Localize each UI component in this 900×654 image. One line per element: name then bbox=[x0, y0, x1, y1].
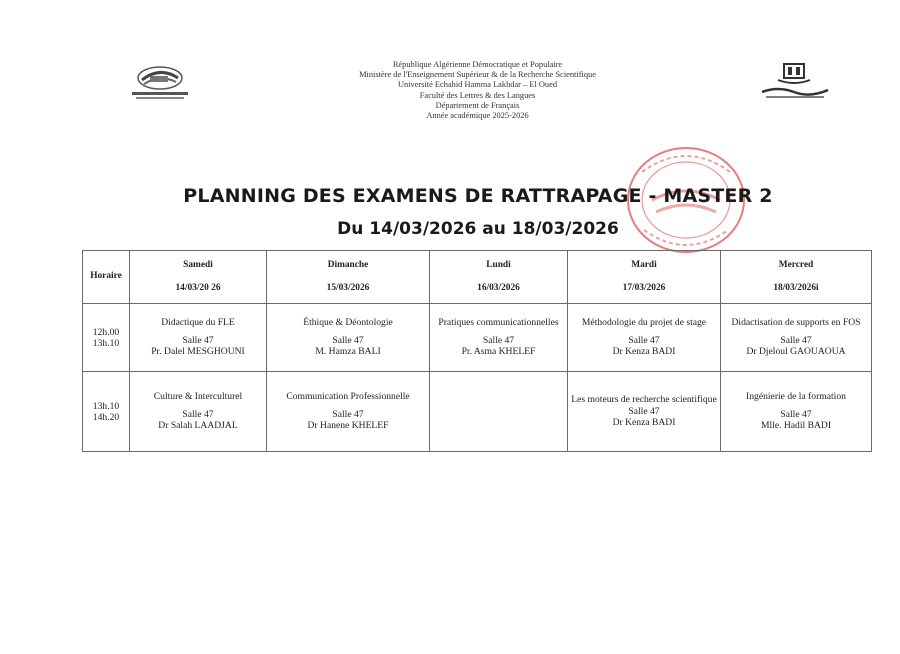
day-header bbox=[721, 251, 872, 304]
exam-cell bbox=[267, 304, 430, 372]
day-name: Lundi bbox=[486, 260, 511, 270]
teacher-name: M. Hamza BALI bbox=[315, 346, 381, 358]
course-name: Éthique & Déontologie bbox=[303, 317, 393, 329]
page-subtitle: Du 14/03/2026 au 18/03/2026 bbox=[337, 219, 619, 239]
day-header bbox=[130, 251, 267, 304]
header-line: Université Echahid Hamma Lakhdar – El Oued bbox=[397, 80, 558, 90]
time-slot: 12h.00 13h.10 bbox=[83, 304, 130, 372]
day-date: 15/03/2026 bbox=[326, 282, 370, 293]
exam-cell bbox=[721, 372, 872, 452]
teacher-name: Dr Djeloul GAOUAOUA bbox=[746, 346, 846, 358]
course-name: Méthodologie du projet de stage bbox=[581, 317, 707, 329]
exam-cell bbox=[130, 372, 267, 452]
table-row bbox=[83, 304, 872, 372]
day-date: 17/03/2026 bbox=[622, 282, 666, 293]
exam-cell-empty bbox=[430, 372, 568, 452]
exam-cell bbox=[568, 304, 721, 372]
course-name: Ingénierie de la formation bbox=[746, 391, 846, 403]
table-header-row bbox=[83, 251, 872, 304]
horaire-header: Horaire bbox=[83, 251, 130, 304]
header-line: Année académique 2025-2026 bbox=[426, 111, 529, 121]
room-label: Salle 47 bbox=[628, 334, 660, 346]
course-name: Didactique du FLE bbox=[161, 317, 235, 329]
university-logo-icon bbox=[126, 62, 190, 102]
day-date: 18/03/2026i bbox=[773, 282, 819, 293]
teacher-name: Mlle. Hadil BADI bbox=[760, 420, 832, 432]
teacher-name: Dr Hanene KHELEF bbox=[307, 420, 389, 432]
room-label: Salle 47 bbox=[780, 408, 812, 420]
exam-cell bbox=[267, 372, 430, 452]
day-name: Samedi bbox=[183, 260, 213, 270]
header-line: Ministère de l'Enseignement Supérieur & de la Recherche Scientifique bbox=[359, 70, 596, 80]
room-label: Salle 47 bbox=[332, 334, 364, 346]
room-label: Salle 47 bbox=[780, 334, 812, 346]
course-name: Communication Professionnelle bbox=[286, 391, 410, 403]
table-row bbox=[83, 372, 872, 452]
teacher-name: Pr. Dalel MESGHOUNI bbox=[151, 346, 245, 358]
teacher-name: Dr Salah LAADJAL bbox=[158, 420, 238, 432]
room-label: Salle 47 bbox=[628, 405, 660, 417]
header-line: République Algérienne Démocratique et Populaire bbox=[392, 60, 563, 69]
room-label: Salle 47 bbox=[182, 334, 214, 346]
page-title: PLANNING DES EXAMENS DE RATTRAPAGE - MASTER 2 bbox=[183, 185, 773, 207]
room-label: Salle 47 bbox=[182, 408, 214, 420]
course-name: Culture & Interculturel bbox=[153, 391, 243, 403]
time-slot: 13h.10 14h.20 bbox=[83, 372, 130, 452]
exam-cell bbox=[430, 304, 568, 372]
day-header bbox=[568, 251, 721, 304]
exam-schedule-table bbox=[82, 250, 872, 452]
header-line: Département de Français bbox=[435, 100, 520, 110]
day-header bbox=[430, 251, 568, 304]
exam-cell bbox=[568, 372, 721, 452]
room-label: Salle 47 bbox=[482, 334, 515, 346]
room-label: Salle 47 bbox=[332, 408, 364, 420]
course-name: Les moteurs de recherche scientifique bbox=[571, 394, 717, 406]
faculty-logo-icon bbox=[758, 62, 832, 102]
teacher-name: Dr Kenza BADI bbox=[612, 417, 676, 429]
header-line: Faculté des Lettres & des Langues bbox=[419, 90, 536, 100]
day-name: Mercred bbox=[778, 260, 814, 270]
day-name: Dimanche bbox=[327, 260, 369, 270]
teacher-name: Dr Kenza BADI bbox=[612, 346, 676, 358]
day-date: 14/03/20 26 bbox=[175, 282, 221, 293]
course-name: Pratiques communicationnelles bbox=[438, 317, 559, 329]
teacher-name: Pr. Asma KHELEF bbox=[461, 346, 536, 358]
exam-cell bbox=[721, 304, 872, 372]
course-name: Didactisation de supports en FOS bbox=[731, 317, 861, 329]
day-date: 16/03/2026 bbox=[477, 282, 520, 293]
day-header bbox=[267, 251, 430, 304]
exam-cell bbox=[130, 304, 267, 372]
official-header bbox=[300, 60, 655, 121]
day-name: Mardi bbox=[631, 260, 657, 270]
